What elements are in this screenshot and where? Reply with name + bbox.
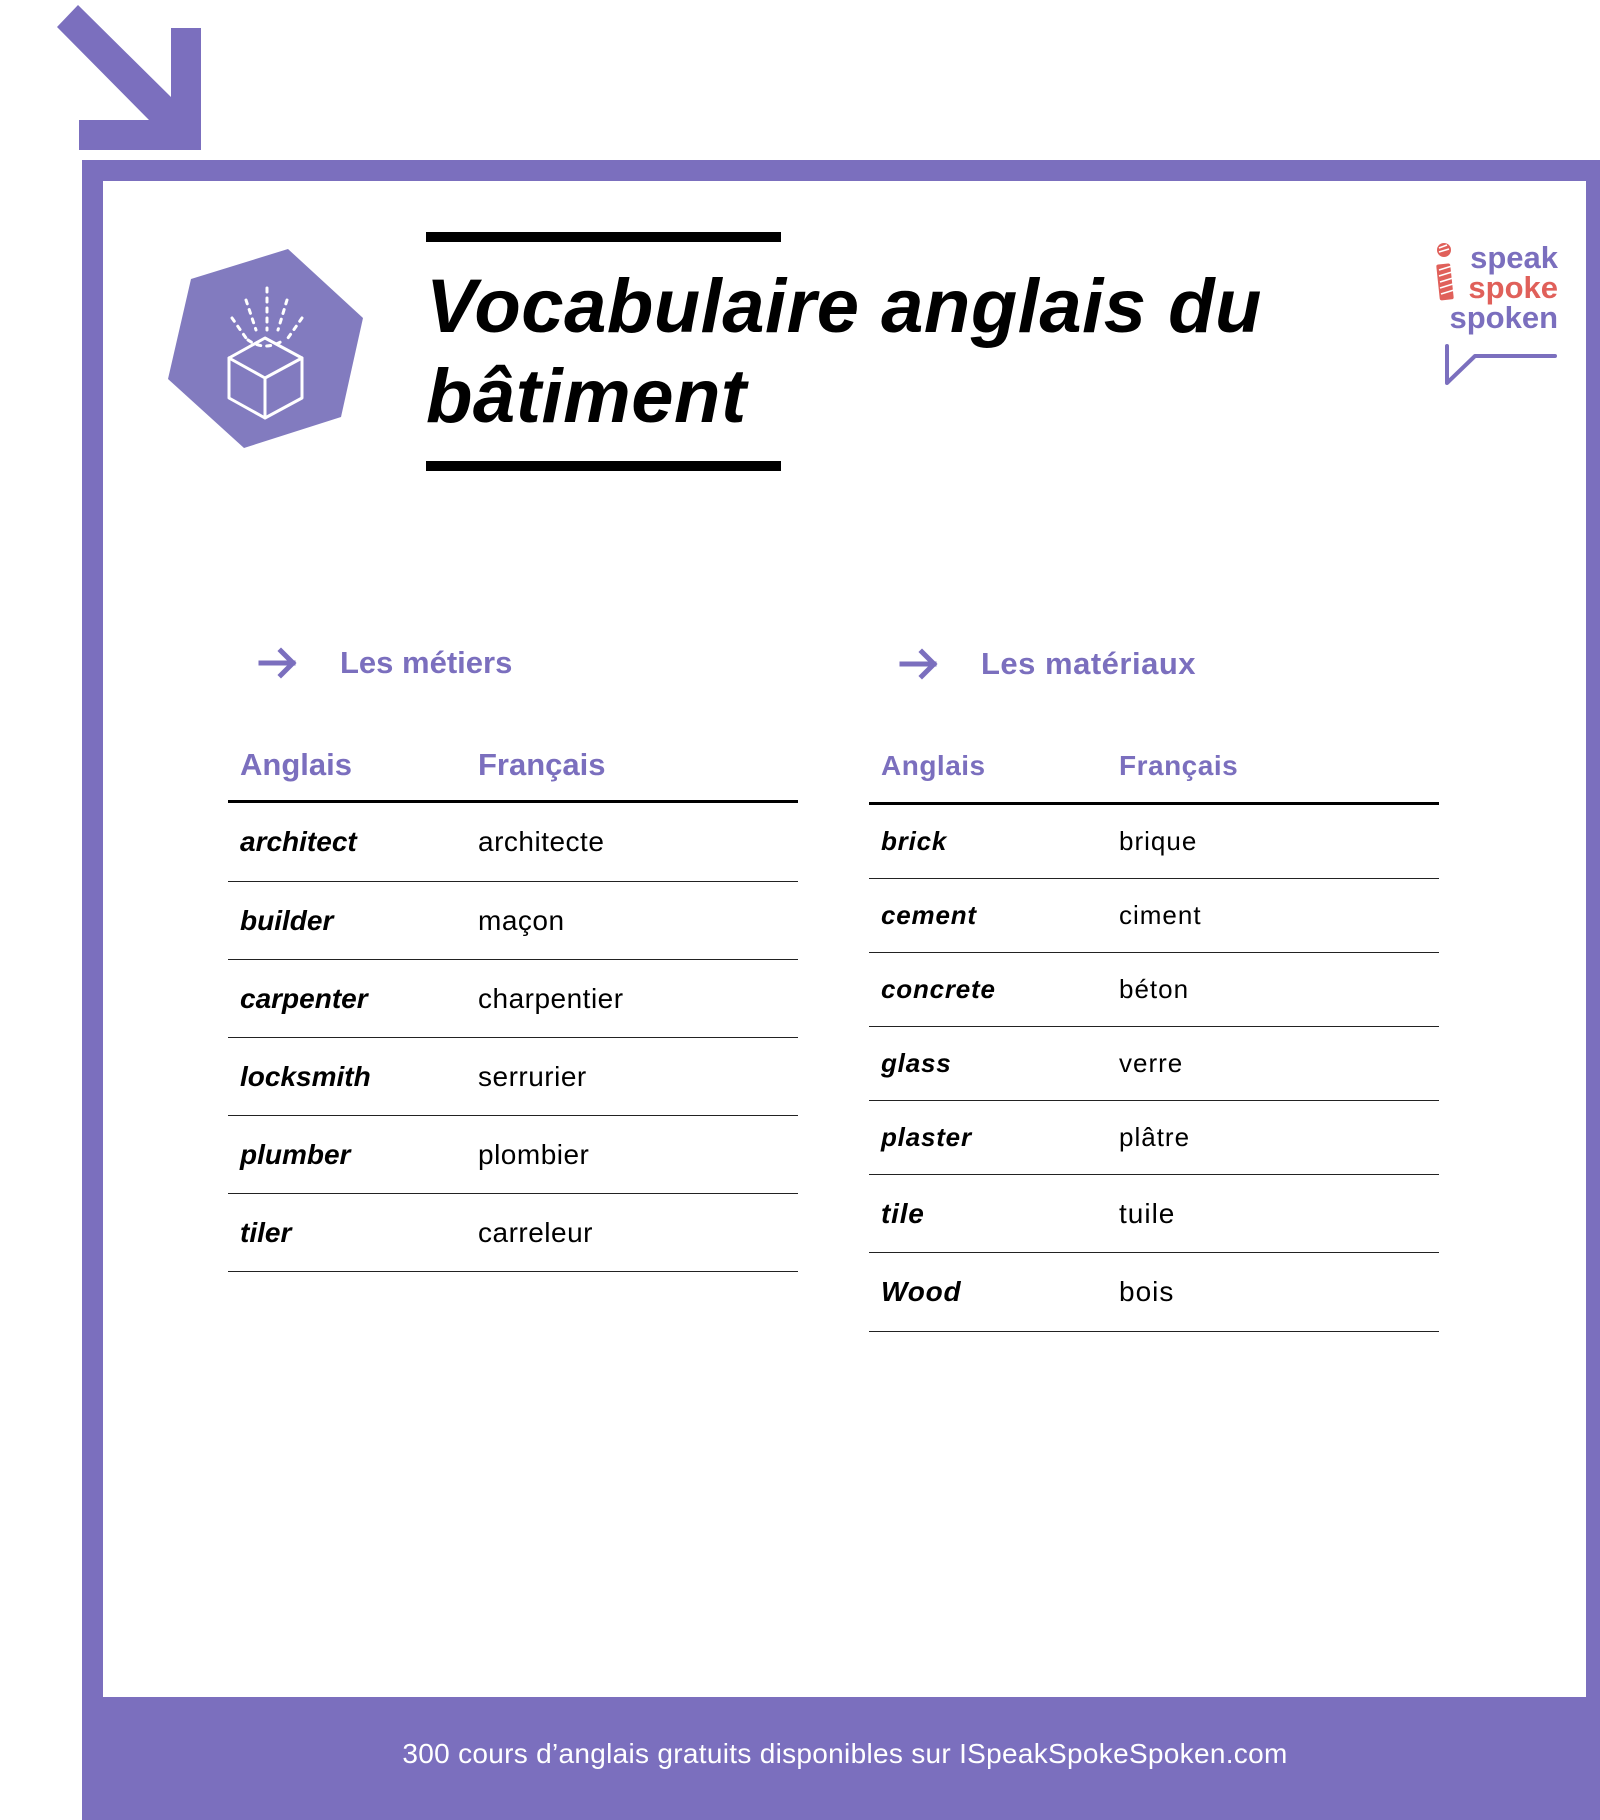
- table-row: [228, 1038, 798, 1116]
- french-term: brique: [1119, 826, 1198, 856]
- english-term: Wood: [881, 1276, 962, 1307]
- corner-arrow-icon: [55, 0, 205, 152]
- french-term: béton: [1119, 974, 1190, 1004]
- table-row: [869, 1253, 1439, 1332]
- column-header-francais: Français: [1119, 750, 1239, 781]
- section-heading-metiers: [248, 645, 512, 681]
- table-row: [869, 1101, 1439, 1175]
- vocab-table-metiers: [228, 730, 798, 1272]
- english-term: builder: [240, 904, 334, 936]
- brand-logo: [1430, 238, 1560, 388]
- section-heading-materiaux: [889, 646, 1196, 682]
- english-term: concrete: [881, 974, 996, 1004]
- table-row: [869, 805, 1439, 879]
- french-term: architecte: [478, 826, 605, 857]
- column-header-anglais: Anglais: [240, 747, 352, 782]
- table-row: [228, 882, 798, 960]
- english-term: tiler: [240, 1216, 292, 1248]
- english-term: tile: [881, 1197, 925, 1229]
- table-header: [869, 730, 1439, 805]
- english-term: plaster: [881, 1122, 972, 1152]
- table-row: [869, 1175, 1439, 1253]
- hexagon-badge: [160, 240, 375, 460]
- logo-word-spoken: spoken: [1449, 300, 1558, 335]
- footer-promo-text: 300 cours d’anglais gratuits disponibles sur ISpeakSpokeSpoken.com: [402, 1738, 1288, 1769]
- table-row: [869, 953, 1439, 1027]
- table-row: [228, 1194, 798, 1272]
- french-term: verre: [1119, 1048, 1184, 1078]
- section-title: Les métiers: [340, 645, 513, 680]
- speech-bubble-tail-icon: [1430, 338, 1560, 388]
- english-term: plumber: [240, 1138, 351, 1170]
- logo-word-spoke: spoke: [1468, 270, 1558, 305]
- french-term: tuile: [1119, 1197, 1176, 1229]
- english-term: glass: [881, 1048, 952, 1078]
- table-header: [228, 730, 798, 803]
- english-term: brick: [881, 826, 948, 856]
- arrow-right-icon: [889, 647, 951, 681]
- english-term: locksmith: [240, 1060, 371, 1092]
- english-term: cement: [881, 900, 977, 930]
- english-term: carpenter: [240, 982, 368, 1014]
- arrow-right-icon: [248, 646, 310, 680]
- page-title-line1: Vocabulaire anglais du: [426, 264, 1262, 349]
- french-term: plombier: [478, 1138, 590, 1170]
- french-term: ciment: [1119, 900, 1202, 930]
- table-row: [869, 879, 1439, 953]
- vocab-table-materiaux: [869, 730, 1439, 1332]
- title-bottom-rule: [426, 461, 781, 471]
- column-header-anglais: Anglais: [881, 750, 986, 781]
- column-header-francais: Français: [478, 747, 606, 782]
- title-top-rule: [426, 232, 781, 242]
- table-row: [869, 1027, 1439, 1101]
- table-row: [228, 960, 798, 1038]
- french-term: bois: [1119, 1276, 1175, 1307]
- table-row: [228, 803, 798, 882]
- page-title-line2: bâtiment: [426, 354, 747, 439]
- page-title: [426, 262, 1326, 442]
- french-term: serrurier: [478, 1060, 587, 1092]
- french-term: maçon: [478, 904, 565, 936]
- logo-word-speak: speak: [1470, 240, 1558, 275]
- french-term: plâtre: [1119, 1122, 1191, 1152]
- logo-i-icon: [1432, 240, 1456, 306]
- french-term: charpentier: [478, 982, 624, 1014]
- table-row: [228, 1116, 798, 1194]
- english-term: architect: [240, 826, 357, 857]
- section-title: Les matériaux: [981, 646, 1196, 681]
- french-term: carreleur: [478, 1216, 593, 1248]
